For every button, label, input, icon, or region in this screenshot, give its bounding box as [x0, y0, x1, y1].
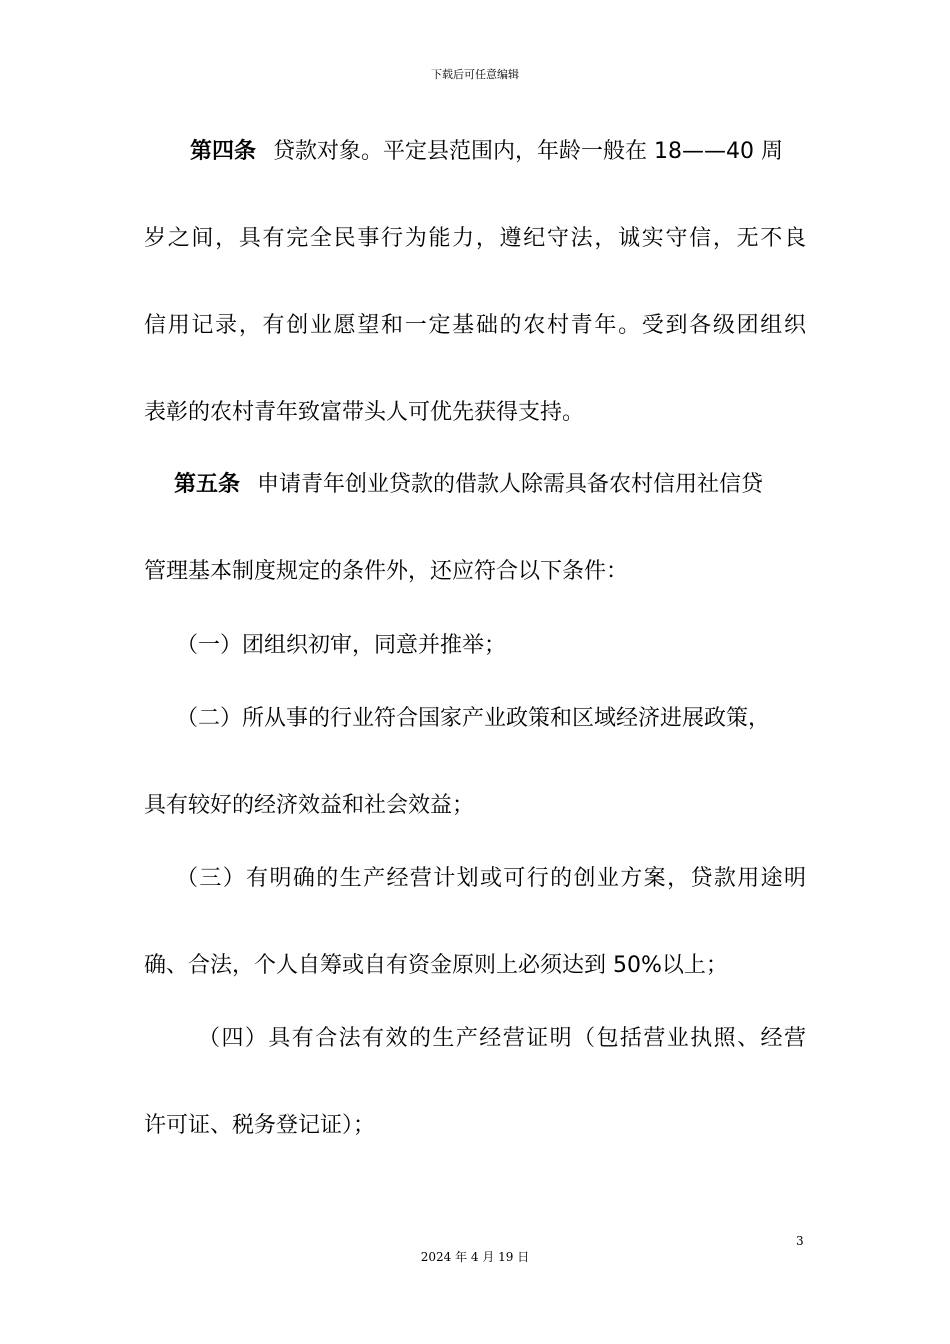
condition-4-line1: （四）具有合法有效的生产经营证明（包括营业执照、经营	[198, 1026, 806, 1051]
article5-line1	[144, 470, 806, 500]
article4-line3: 信用记录，有创业愿望和一定基础的农村青年。受到各级团组织	[144, 313, 806, 338]
condition-2-line2: 具有较好的经济效益和社会效益；	[144, 793, 475, 818]
condition-3-line2: 确、合法，个人自筹或自有资金原则上必须达到 50%以上；	[144, 953, 728, 978]
condition-2-line1: （二）所从事的行业符合国家产业政策和区域经济进展政策，	[176, 706, 771, 731]
article5-text-line1: 申请青年创业贷款的借款人除需具备农村信用社信贷	[257, 472, 764, 497]
page-header: 下载后可任意编辑	[431, 68, 519, 81]
article5-line2: 管理基本制度规定的条件外，还应符合以下条件：	[144, 559, 629, 584]
article5-heading: 第五条	[174, 472, 241, 497]
article4-text-line1: 贷款对象。平定县范围内，年龄一般在 18——40 周	[273, 139, 783, 164]
condition-3-line1: （三）有明确的生产经营计划或可行的创业方案，贷款用途明	[176, 866, 806, 891]
page-number: 3	[796, 1234, 804, 1248]
condition-1: （一）团组织初审，同意并推举；	[176, 633, 507, 658]
condition-4-line2: 许可证、税务登记证）；	[144, 1113, 376, 1138]
article4-heading: 第四条	[190, 139, 257, 164]
article4-line2: 岁之间，具有完全民事行为能力，遵纪守法，诚实守信，无不良	[144, 226, 806, 251]
page-footer-date: 2024 年 4 月 19 日	[420, 1250, 530, 1264]
article4-line1	[144, 137, 806, 167]
article4-line4: 表彰的农村青年致富带头人可优先获得支持。	[144, 400, 585, 425]
